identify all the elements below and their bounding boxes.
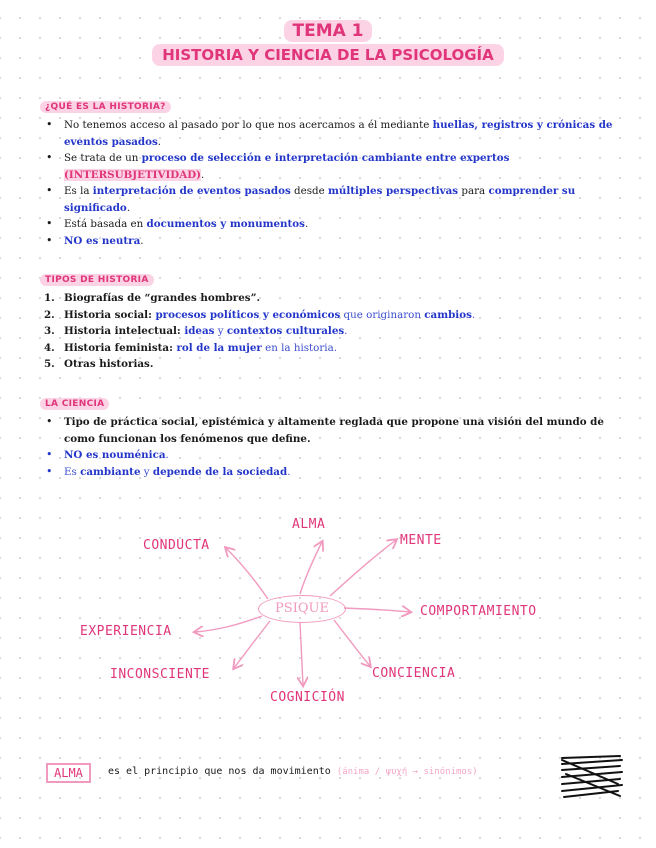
list-item-text: . <box>140 234 144 247</box>
arrow-cognicion <box>300 622 303 685</box>
mindmap-node-experiencia: EXPERIENCIA <box>80 624 172 639</box>
emphasis-text: proceso de selección e interpretación cambiante entre expertos <box>141 152 510 164</box>
emphasis-text: procesos políticos y económicos <box>155 308 341 321</box>
list-item-text: Es la <box>64 185 93 197</box>
mindmap-node-inconsciente: INCONSCIENTE <box>110 667 210 682</box>
emphasis-text: rol de la mujer <box>176 341 262 354</box>
emphasis-text: comprender su significado <box>64 185 576 214</box>
mindmap-node-alma: ALMA <box>292 517 326 532</box>
term-box: ALMA <box>46 763 91 783</box>
list-item <box>40 117 615 150</box>
mindmap-node-conciencia: CONCIENCIA <box>372 666 456 681</box>
definition-synonyms: (ánima / ψυχή → sinónimos) <box>336 767 478 777</box>
list-item <box>40 464 615 481</box>
definition-main: es el principio que nos da movimiento <box>108 766 331 777</box>
list-item-text: . <box>201 168 205 181</box>
arrow-experiencia <box>195 616 262 632</box>
list-item <box>40 216 615 233</box>
list-item-text: . <box>304 218 309 230</box>
mindmap-center: PSIQUE <box>258 595 346 623</box>
list-item-text: y <box>140 465 153 478</box>
list-item-text: que originaron <box>340 308 425 321</box>
list-number: 1. <box>44 292 55 304</box>
mindmap-node-cognicion: COGNICIÓN <box>270 690 345 705</box>
list-item-text: desde <box>290 185 328 197</box>
arrow-conducta <box>226 548 268 599</box>
section-historia-list <box>40 117 615 249</box>
list-item-text: No tenemos acceso al pasado por lo que nos acercamos a él mediante <box>64 119 433 131</box>
list-item-text: . <box>165 449 169 461</box>
bold-text: Historia social: <box>64 308 156 321</box>
arrow-comportamiento <box>344 608 410 612</box>
arrow-alma <box>300 542 322 594</box>
list-number: 2. <box>44 308 55 321</box>
scribble-decoration <box>558 754 628 804</box>
list-item <box>40 447 615 464</box>
list-item <box>40 290 615 307</box>
list-item <box>40 356 615 373</box>
list-item <box>40 414 615 447</box>
arrow-mente <box>330 540 396 596</box>
emphasis-text: huellas, registros y crónicas de eventos pasados <box>64 119 613 148</box>
emphasis-text: depende de la sociedad <box>152 465 288 478</box>
title-line1: TEMA 1 <box>284 20 371 42</box>
section-heading-historia: ¿QUÉ ES LA HISTORIA? <box>40 101 171 113</box>
list-number: 4. <box>44 341 55 354</box>
emphasis-text: múltiples perspectivas <box>327 185 459 197</box>
section-heading-ciencia: LA CIENCIA <box>40 398 109 410</box>
title-block <box>0 20 656 66</box>
emphasis-text: ideas <box>184 325 215 337</box>
mindmap-node-mente: MENTE <box>400 533 442 548</box>
list-item <box>40 307 615 324</box>
list-item <box>40 323 615 340</box>
bold-text: Otras historias. <box>64 358 154 370</box>
list-item-text: . <box>287 465 291 478</box>
definition-text <box>108 766 478 777</box>
title-line2: HISTORIA Y CIENCIA DE LA PSICOLOGÍA <box>152 44 504 66</box>
list-item <box>40 233 615 250</box>
list-number: 5. <box>44 358 55 370</box>
list-number: 3. <box>44 325 55 337</box>
emphasis-text: cambios <box>424 308 472 321</box>
emphasis-text: cambiante <box>80 465 141 478</box>
emphasis-text: NO es neutra <box>64 234 141 247</box>
mindmap-node-conducta: CONDUCTA <box>143 538 210 553</box>
list-item-text: para <box>458 185 489 197</box>
list-item <box>40 150 615 183</box>
emphasis-text: documentos y monumentos <box>146 218 305 230</box>
bold-text: Historia feminista: <box>64 341 177 354</box>
list-item <box>40 183 615 216</box>
list-item-text: Está basada en <box>64 218 147 230</box>
section-ciencia-list <box>40 414 615 480</box>
emphasis-text: NO es nouménica <box>64 449 166 461</box>
highlight-text: (INTERSUBJETIVIDAD) <box>64 168 202 181</box>
list-item-text: Es <box>64 465 81 478</box>
emphasis-text: interpretación de eventos pasados <box>92 185 291 197</box>
bottom-definition <box>46 761 646 801</box>
list-item-text: . <box>157 135 162 148</box>
list-item-text: en la historia. <box>261 341 337 354</box>
bold-text: Biografías de “grandes hombres”. <box>64 292 261 304</box>
arrow-inconsciente <box>234 621 270 668</box>
list-item-text: y <box>214 325 227 337</box>
list-item-text: . <box>471 308 476 321</box>
list-item-text: . <box>126 201 131 214</box>
bold-text: Tipo de práctica social, epistémica y altamente reglada que propone una visión del mundo de como funcionan los fenómenos que define. <box>64 416 604 445</box>
section-tipos-list <box>40 290 615 373</box>
emphasis-text: contextos culturales <box>226 325 345 337</box>
list-item <box>40 340 615 357</box>
mindmap-node-comportamiento: COMPORTAMIENTO <box>420 604 537 619</box>
mindmap <box>0 500 656 730</box>
section-heading-tipos: TIPOS DE HISTORIA <box>40 274 154 286</box>
arrow-conciencia <box>334 620 370 666</box>
bold-text: Historia intelectual: <box>64 325 185 337</box>
list-item-text: Se trata de un <box>64 152 142 164</box>
list-item-text: . <box>344 325 348 337</box>
